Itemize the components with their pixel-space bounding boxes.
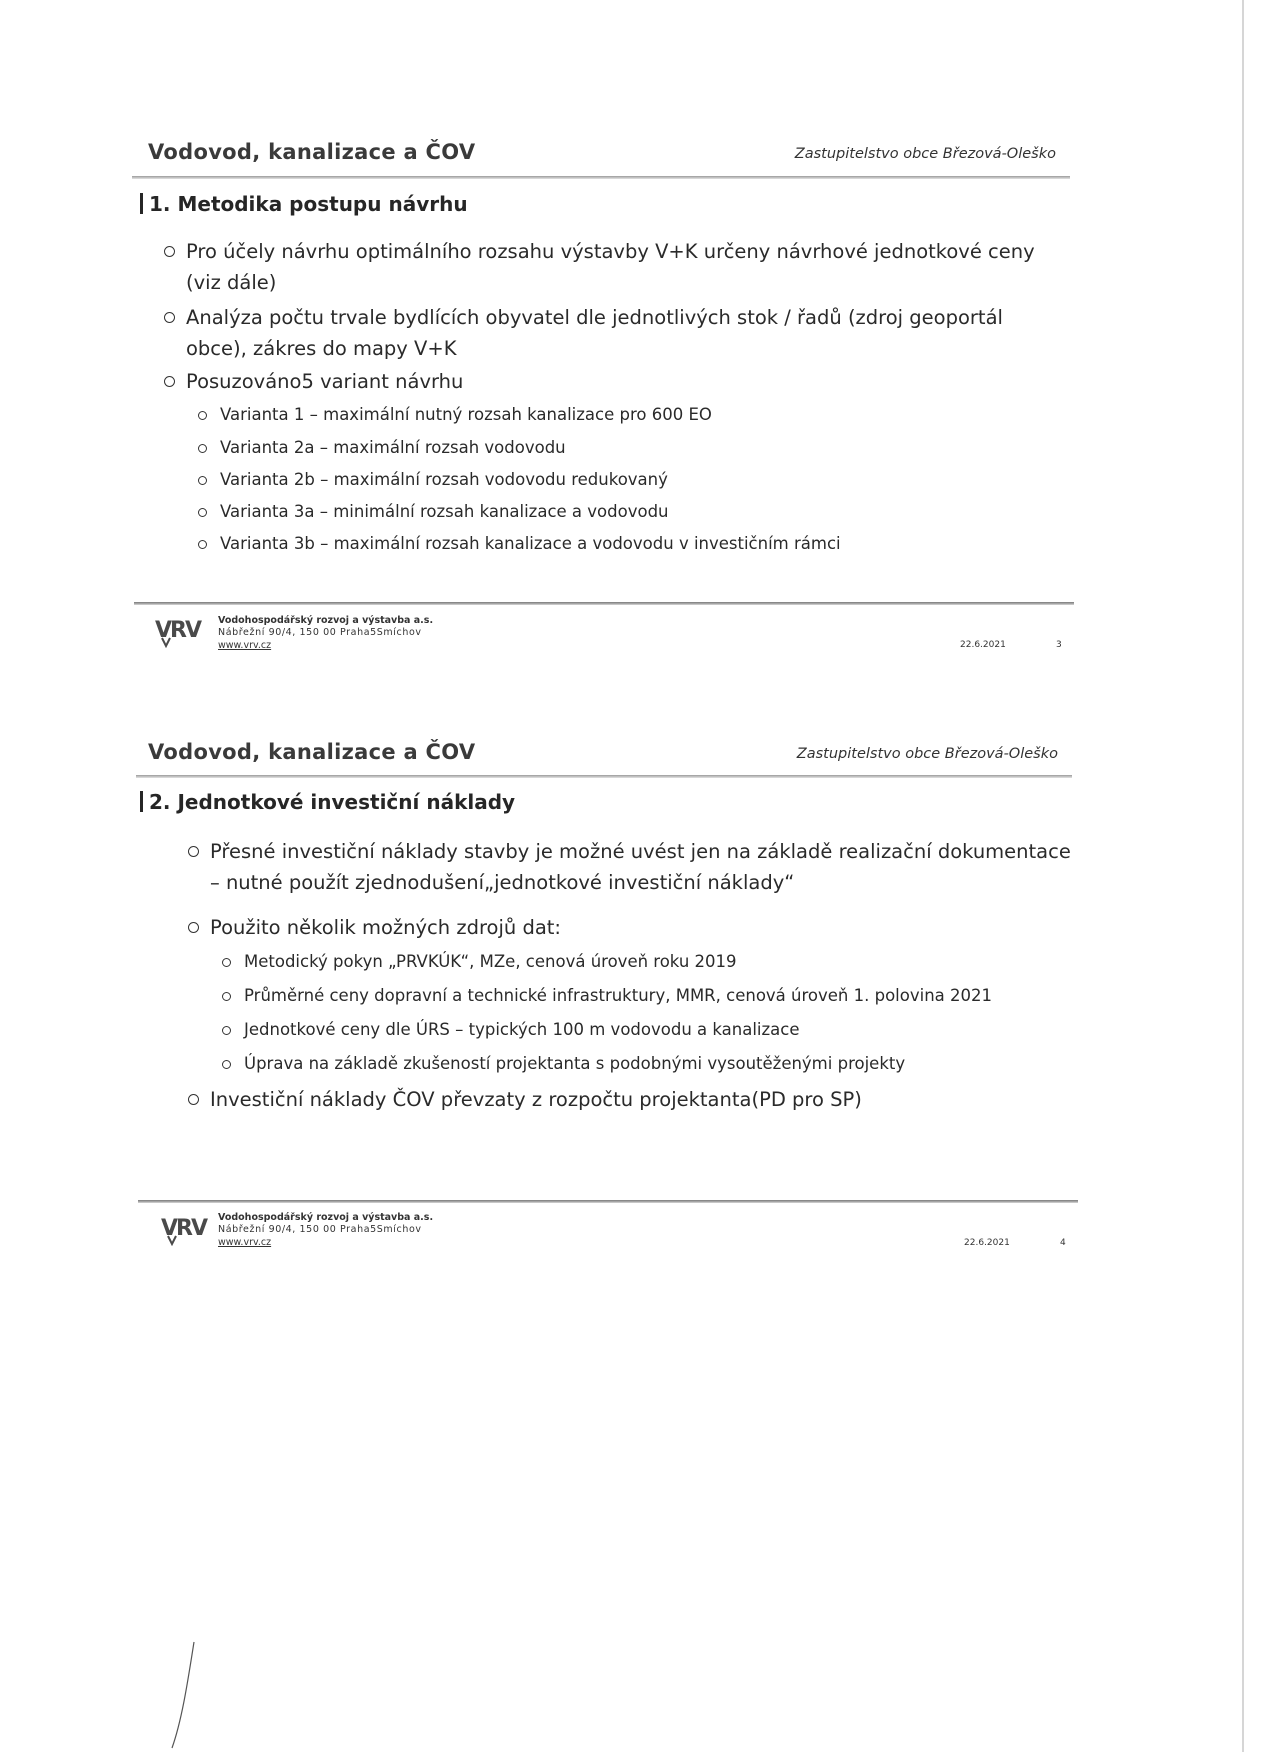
footer-page-number: 4 [1060,1238,1066,1248]
bullet-text: Použito několik možných zdrojů dat: [210,916,561,939]
bullet-circle-icon [222,992,231,1001]
sub-bullet-item [220,532,841,556]
sub-bullet-item [244,1018,800,1042]
footer-company: Vodohospodářský rozvoj a výstavba a.s. [218,615,434,626]
header-rule [136,775,1072,778]
footer-date: 22.6.2021 [960,640,1006,650]
sub-bullet-text: Varianta 3a – minimální rozsah kanalizace a vodovodu [220,502,669,521]
footer-address: Nábřežní 90/4, 150 00 Praha5Smíchov [218,627,422,638]
bullet-item [186,302,1066,364]
bullet-text: Přesné investiční náklady stavby je možné uvést jen na základě realizační dokumentace – nutné použít zjednodušení„jednotkové investiční náklady“ [210,840,1071,894]
sub-bullet-item [220,468,668,492]
bullet-circle-icon [198,508,207,517]
header-rule [132,176,1070,179]
header-subtitle: Zastupitelstvo obce Březová-Oleško [794,146,1056,162]
footer-rule [134,602,1074,605]
slide-3 [0,0,1264,690]
bullet-circle-icon [188,922,199,933]
slide-4 [0,690,1264,1280]
sub-bullet-text: Varianta 3b – maximální rozsah kanalizace a vodovodu v investičním rámci [220,534,841,553]
header-title: Vodovod, kanalizace a ČOV [148,140,476,164]
footer-web-link[interactable]: www.vrv.cz [218,1237,272,1248]
bullet-circle-icon [222,1060,231,1069]
bullet-item [186,366,1066,397]
bullet-text: Pro účely návrhu optimálního rozsahu výstavby V+K určeny návrhové jednotkové ceny (viz dále) [186,240,1035,294]
footer-web-link[interactable]: www.vrv.cz [218,640,272,651]
bullet-circle-icon [198,540,207,549]
pen-mark-icon [168,1640,198,1752]
bullet-circle-icon [164,376,175,387]
sub-bullet-text: Varianta 2b – maximální rozsah vodovodu redukovaný [220,470,668,489]
bullet-circle-icon [188,846,199,857]
sub-bullet-text: Průměrné ceny dopravní a technické infrastruktury, MMR, cenová úroveň 1. polovina 2021 [244,986,993,1005]
sub-bullet-item [244,1052,905,1076]
bullet-item [210,912,1090,943]
header-title: Vodovod, kanalizace a ČOV [148,740,476,764]
section-title-text: 2. Jednotkové investiční náklady [149,790,516,814]
section-title [140,790,515,814]
footer-date: 22.6.2021 [964,1238,1010,1248]
bullet-circle-icon [198,476,207,485]
bullet-item [186,236,1066,298]
header-subtitle: Zastupitelstvo obce Březová-Oleško [796,746,1058,762]
logo-text: VRV [161,1216,206,1241]
sub-bullet-text: Úprava na základě zkušeností projektanta s podobnými vysoutěženými projekty [244,1054,906,1073]
sub-bullet-item [220,436,566,460]
bullet-text: Investiční náklady ČOV převzaty z rozpočtu projektanta(PD pro SP) [210,1088,862,1111]
section-title-text: 1. Metodika postupu návrhu [149,192,468,216]
sub-bullet-item [244,984,992,1008]
sub-bullet-text: Varianta 1 – maximální nutný rozsah kanalizace pro 600 EO [220,405,712,424]
bullet-item [210,1084,1090,1115]
sub-bullet-item [220,403,712,427]
footer-address: Nábřežní 90/4, 150 00 Praha5Smíchov [218,1224,422,1235]
logo-text: VRV [155,618,200,643]
footer-page-number: 3 [1056,640,1062,650]
bullet-circle-icon [198,444,207,453]
sub-bullet-item [220,500,669,524]
section-bar [140,193,143,214]
section-bar [140,791,143,812]
bullet-circle-icon [164,312,175,323]
bullet-item [210,836,1080,898]
sub-bullet-text: Varianta 2a – maximální rozsah vodovodu [220,438,566,457]
bullet-circle-icon [198,411,207,420]
footer-rule [138,1200,1078,1203]
vrv-logo-icon [160,1210,210,1246]
footer-company: Vodohospodářský rozvoj a výstavba a.s. [218,1212,434,1223]
bullet-text: Posuzováno5 variant návrhu [186,370,464,393]
bullet-circle-icon [188,1094,199,1105]
bullet-circle-icon [222,1026,231,1035]
vrv-logo-icon [154,612,204,648]
bullet-circle-icon [164,246,175,257]
section-title [140,192,468,216]
bullet-circle-icon [222,958,231,967]
sub-bullet-text: Metodický pokyn „PRVKÚK“, MZe, cenová úroveň roku 2019 [244,952,737,971]
sub-bullet-text: Jednotkové ceny dle ÚRS – typických 100 m vodovodu a kanalizace [244,1020,800,1039]
sub-bullet-item [244,950,737,974]
bullet-text: Analýza počtu trvale bydlících obyvatel dle jednotlivých stok / řadů (zdroj geoportál obce), zákres do mapy V+K [186,306,1003,360]
